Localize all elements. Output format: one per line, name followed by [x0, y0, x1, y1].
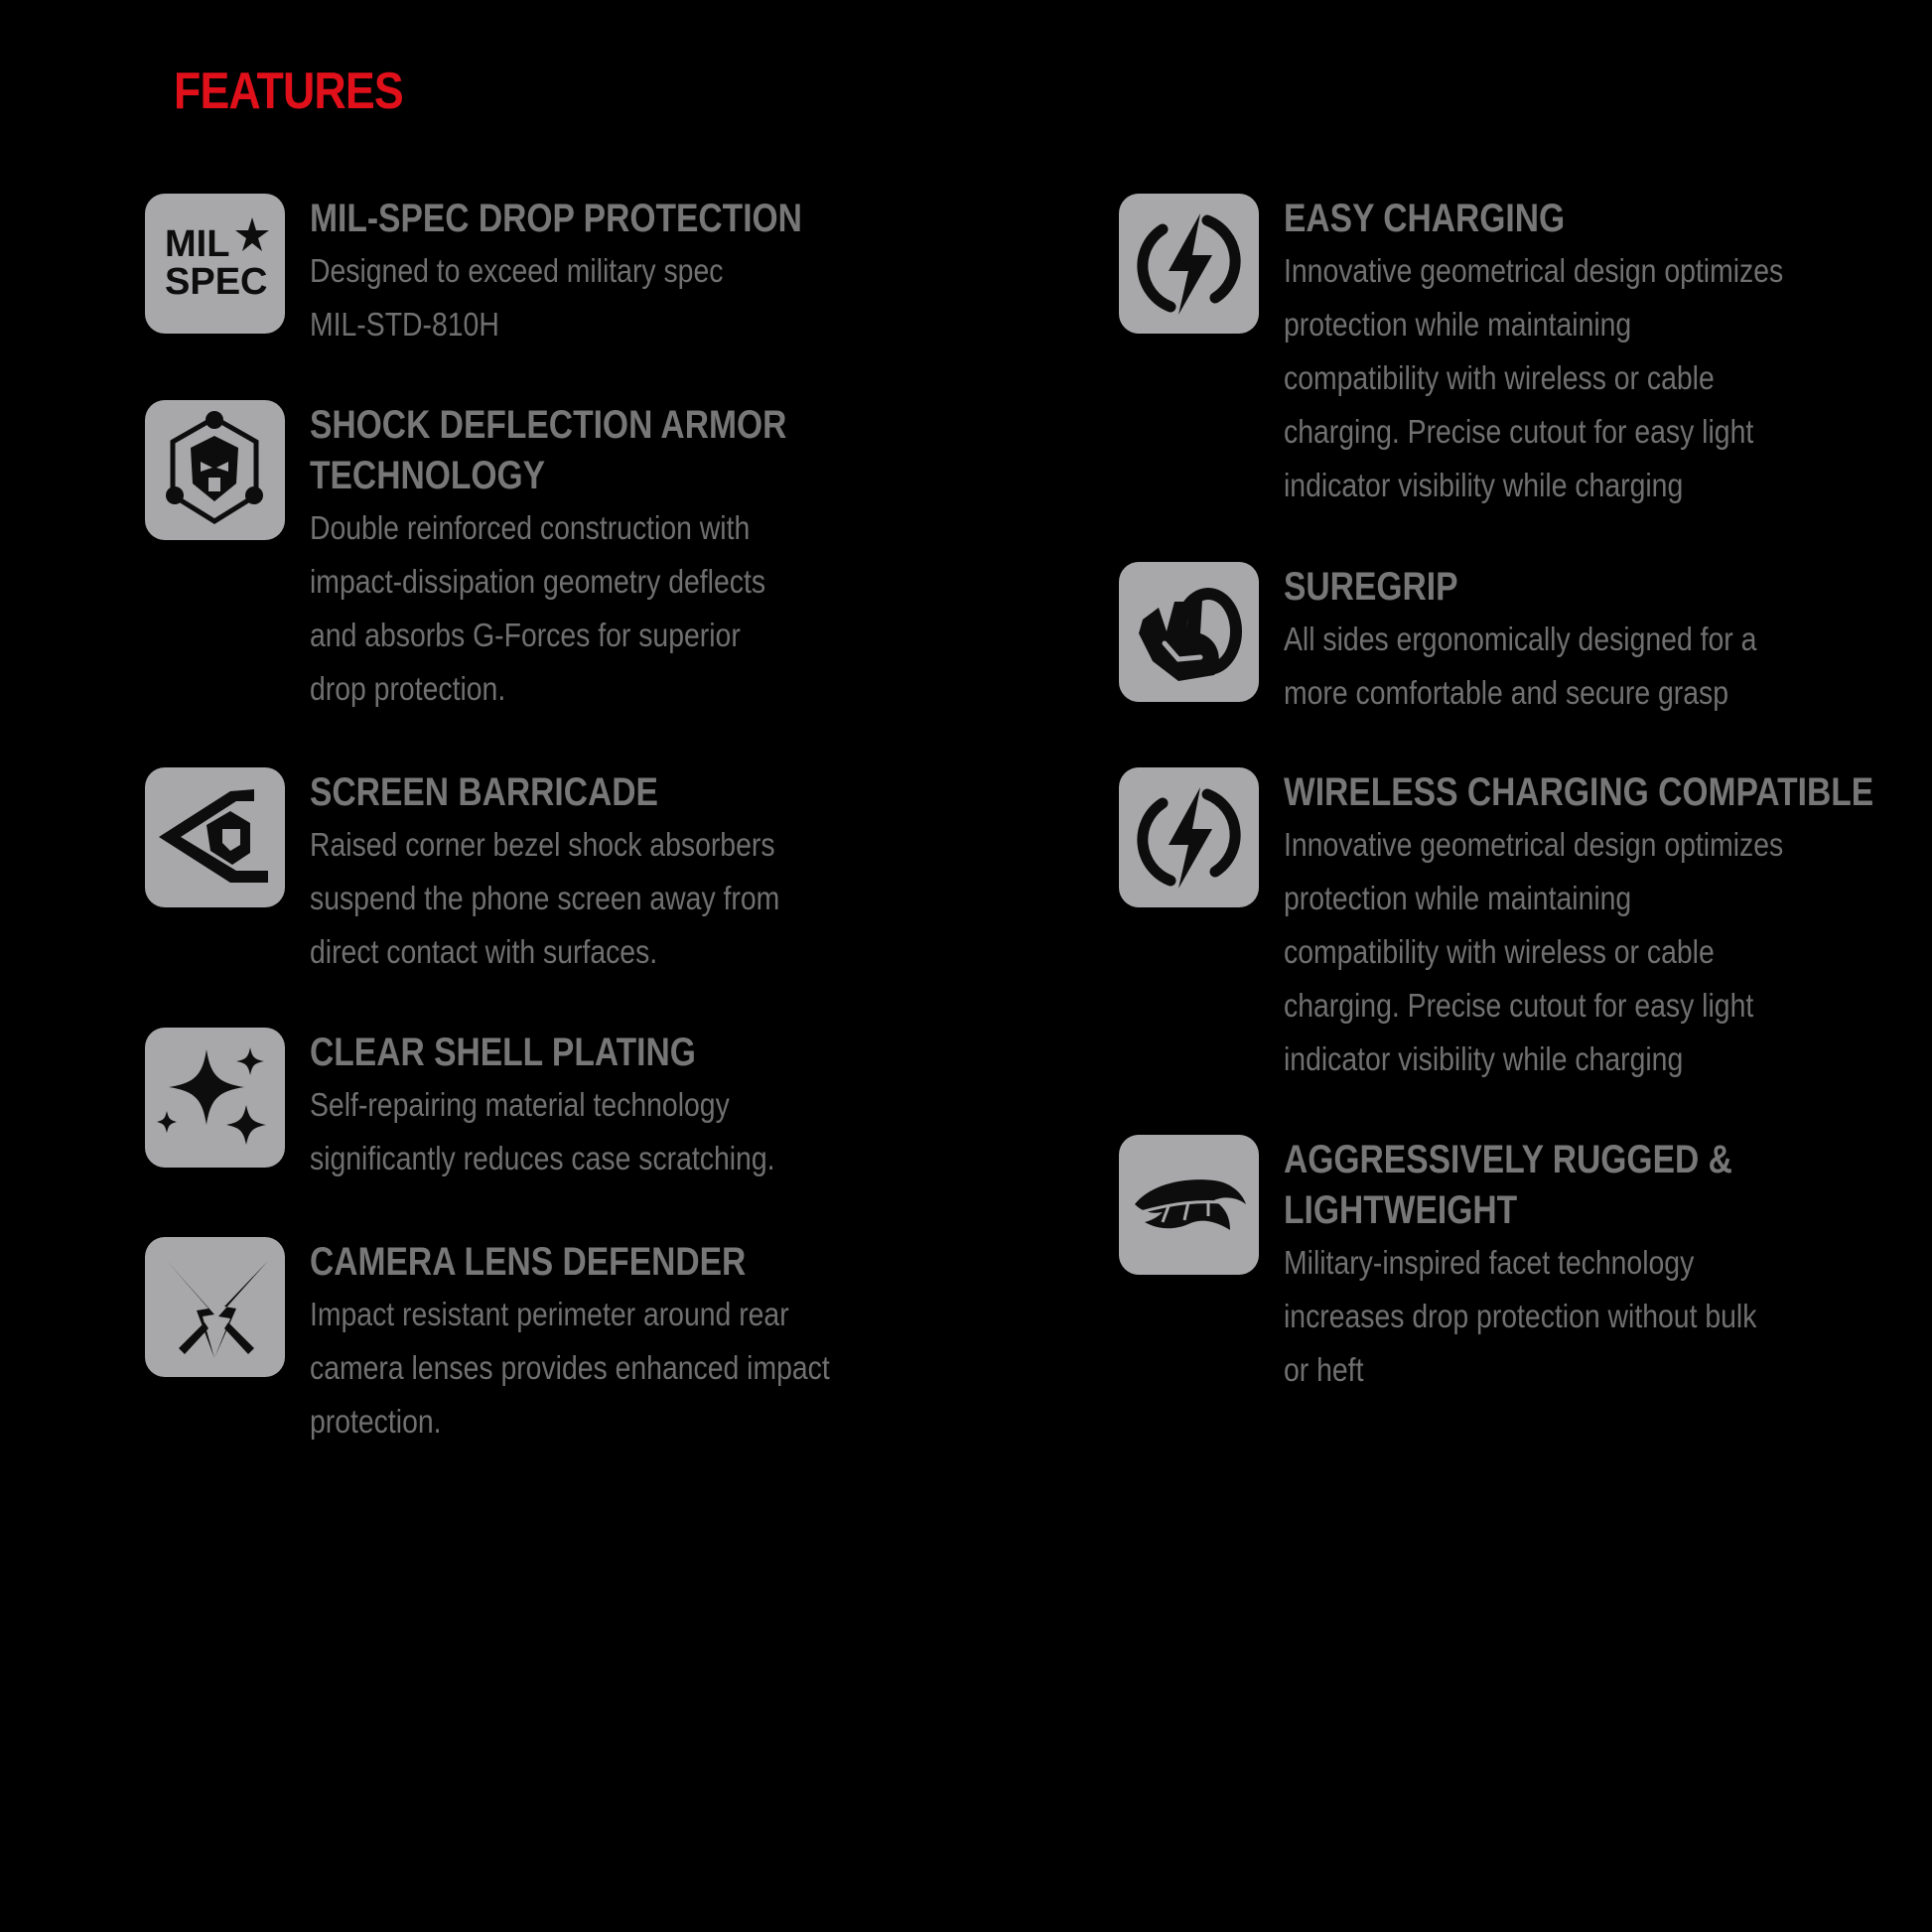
- feature-title: [310, 1237, 818, 1288]
- title-line: SHOCK DEFLECTION ARMOR: [310, 403, 787, 447]
- feature-description: [1284, 1236, 1756, 1397]
- wireless-charging-glyph: [1119, 767, 1259, 907]
- desc-line: Impact resistant perimeter around rear: [310, 1296, 789, 1332]
- feature-description: [310, 1078, 774, 1185]
- desc-line: Raised corner bezel shock absorbers: [310, 826, 775, 863]
- star-icon: [235, 217, 269, 251]
- feature-text: [1284, 194, 1864, 512]
- desc-line: indicator visibility while charging: [1284, 1040, 1684, 1077]
- desc-line: camera lenses provides enhanced impact: [310, 1349, 830, 1386]
- wireless-charging-icon: [1119, 767, 1259, 907]
- feature-text: [1284, 767, 1932, 1086]
- desc-line: significantly reduces case scratching.: [310, 1140, 775, 1176]
- title-line: WIRELESS CHARGING COMPATIBLE: [1284, 770, 1874, 814]
- desc-line: drop protection.: [310, 670, 506, 707]
- charging-bolt-glyph: [1119, 194, 1259, 334]
- title-line: CLEAR SHELL PLATING: [310, 1031, 696, 1074]
- title-line: EASY CHARGING: [1284, 197, 1566, 240]
- desc-line: Military-inspired facet technology: [1284, 1244, 1695, 1281]
- feature-title: [1284, 194, 1772, 244]
- desc-line: MIL-STD-810H: [310, 306, 499, 343]
- desc-line: compatibility with wireless or cable: [1284, 359, 1715, 396]
- desc-line: suspend the phone screen away from: [310, 880, 780, 916]
- grip-hand-icon: [1119, 562, 1259, 702]
- feature-description: [310, 501, 798, 716]
- desc-line: charging. Precise cutout for easy light: [1284, 413, 1754, 450]
- mil-spec-glyph: [145, 194, 285, 334]
- screen-barricade-icon: [145, 767, 285, 907]
- shock-armor-glyph: [145, 400, 285, 540]
- desc-line: Innovative geometrical design optimizes: [1284, 252, 1784, 289]
- feature-description: [310, 818, 779, 979]
- desc-line: All sides ergonomically designed for a: [1284, 621, 1757, 657]
- sparkle-icon: [145, 1028, 285, 1168]
- feature-title: [1284, 562, 1745, 613]
- desc-line: compatibility with wireless or cable: [1284, 933, 1715, 970]
- feature-description: [1284, 613, 1756, 720]
- desc-line: protection while maintaining: [1284, 880, 1632, 916]
- feather-glyph: [1119, 1135, 1259, 1275]
- feature-title: [310, 1028, 764, 1078]
- title-line: SUREGRIP: [1284, 565, 1458, 609]
- feature-text: [310, 1028, 851, 1185]
- desc-line: indicator visibility while charging: [1284, 467, 1684, 503]
- desc-line: impact-dissipation geometry deflects: [310, 563, 766, 600]
- lens-defender-icon: [145, 1237, 285, 1377]
- mil-spec-icon: [145, 194, 285, 334]
- grip-hand-glyph: [1119, 562, 1259, 702]
- feature-title: [1284, 1135, 1745, 1236]
- title-line: TECHNOLOGY: [310, 454, 546, 497]
- feature-description: [310, 1288, 830, 1449]
- feature-description: [1284, 818, 1887, 1086]
- title-line: MIL-SPEC DROP PROTECTION: [310, 197, 802, 240]
- desc-line: Self-repairing material technology: [310, 1086, 730, 1123]
- shock-armor-icon: [145, 400, 285, 540]
- title-line: SCREEN BARRICADE: [310, 770, 658, 814]
- mil-spec-icon-bottom-text: SPEC: [165, 261, 268, 303]
- title-line: AGGRESSIVELY RUGGED &: [1284, 1138, 1732, 1181]
- feature-text: [310, 194, 896, 351]
- title-line: CAMERA LENS DEFENDER: [310, 1240, 747, 1284]
- desc-line: Double reinforced construction with: [310, 509, 751, 546]
- feature-text: [310, 1237, 914, 1449]
- feature-text: [310, 400, 878, 716]
- desc-line: charging. Precise cutout for easy light: [1284, 987, 1754, 1024]
- mil-spec-icon-top-text: MIL: [165, 223, 230, 265]
- desc-line: Innovative geometrical design optimizes: [1284, 826, 1784, 863]
- charging-bolt-icon: [1119, 194, 1259, 334]
- feature-description: [310, 244, 814, 351]
- desc-line: protection while maintaining: [1284, 306, 1632, 343]
- screen-barricade-glyph: [145, 767, 285, 907]
- feature-title: [1284, 767, 1873, 818]
- page-title: FEATURES: [174, 63, 403, 120]
- feature-text: [1284, 1135, 1834, 1397]
- feature-title: [310, 194, 802, 244]
- lens-defender-glyph: [145, 1237, 285, 1377]
- desc-line: or heft: [1284, 1351, 1364, 1388]
- feather-icon: [1119, 1135, 1259, 1275]
- feature-text: [310, 767, 856, 979]
- desc-line: and absorbs G-Forces for superior: [310, 617, 741, 653]
- desc-line: direct contact with surfaces.: [310, 933, 658, 970]
- desc-line: Designed to exceed military spec: [310, 252, 724, 289]
- desc-line: protection.: [310, 1403, 442, 1440]
- desc-line: more comfortable and secure grasp: [1284, 674, 1729, 711]
- feature-description: [1284, 244, 1783, 512]
- feature-title: [310, 767, 768, 818]
- title-line: LIGHTWEIGHT: [1284, 1188, 1518, 1232]
- sparkle-glyph: [145, 1028, 285, 1168]
- feature-text: [1284, 562, 1834, 720]
- feature-title: [310, 400, 786, 501]
- desc-line: increases drop protection without bulk: [1284, 1298, 1757, 1334]
